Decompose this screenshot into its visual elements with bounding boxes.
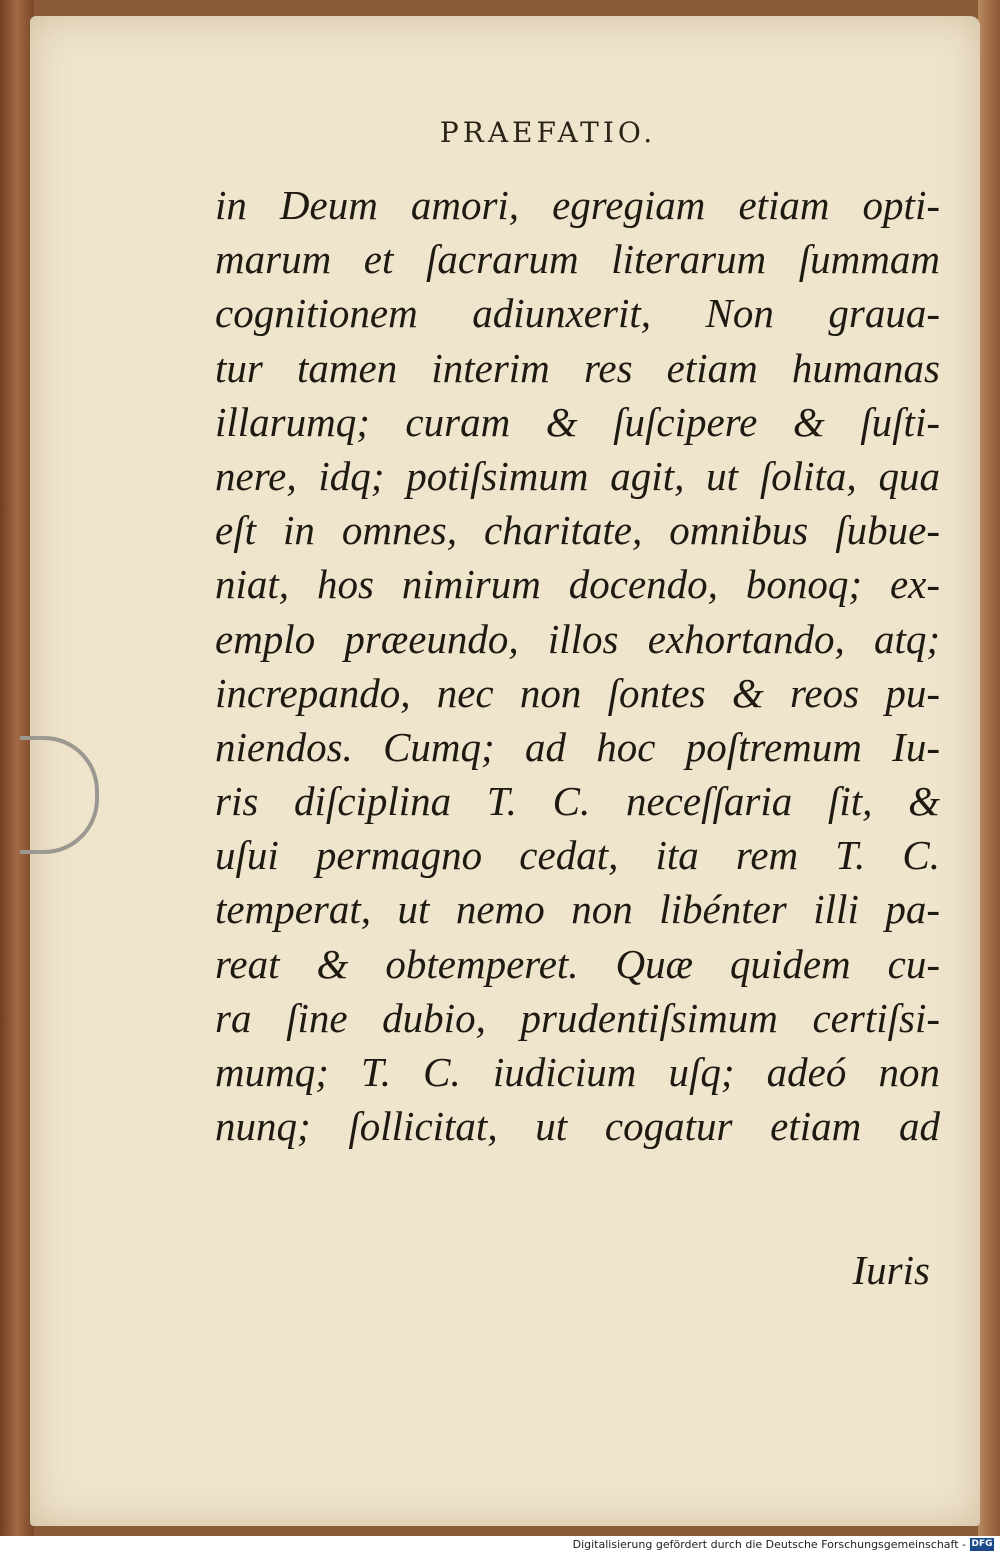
digitization-credit: Digitalisierung gefördert durch die Deutsche Forschungsgemeinschaft - xyxy=(572,1538,966,1551)
clasp-ring xyxy=(20,736,99,854)
text-line: cognitionem adiunxerit, Non grauа- xyxy=(215,290,940,337)
catchword: Iuris xyxy=(852,1247,930,1293)
text-line: emplo præeundo, illos exhortando, atq; xyxy=(215,615,940,662)
text-line: ris diſciplina T. C. neceſſaria ſit, & xyxy=(215,778,940,825)
text-line: eſt in omnes, charitate, omnibus ſubue- xyxy=(215,507,940,554)
text-body xyxy=(215,178,940,1153)
running-head: PRAEFATIO. xyxy=(439,116,657,149)
text-line: mumq; T. C. iudicium uſq; adeó non xyxy=(215,1049,940,1095)
text-line: nere, idq; potiſsimum agit, ut ſolita, qua xyxy=(215,452,940,499)
book-binding-right xyxy=(978,0,1000,1536)
text-line: marum et ſacrarum literarum ſummam xyxy=(215,236,940,283)
text-line: temperat, ut nemo non libénter illi pa- xyxy=(215,886,940,933)
text-line: increpando, nec non ſontes & reos pu- xyxy=(215,669,940,716)
text-line: tur tamen interim res etiam humanas xyxy=(215,344,940,391)
text-line: illarumq; curam & ſuſcipere & ſuſti- xyxy=(215,398,940,445)
dfg-logo[interactable]: DFG xyxy=(971,1539,993,1549)
text-line: niat, hos nimirum docendo, bonoq; ex- xyxy=(215,561,940,608)
text-line: niendos. Cumq; ad hoc poſtremum Iu- xyxy=(215,723,940,770)
text-line: in Deum amori, egregiam etiam opti- xyxy=(215,182,940,228)
text-line: uſui permagno cedat, ita rem T. C. xyxy=(215,832,940,879)
text-line: nunq; ſollicitat, ut cogatur etiam ad xyxy=(215,1103,940,1150)
text-line: reat & obtemperet. Quæ quidem cu- xyxy=(215,940,940,987)
text-line: ra ſine dubio, prudentiſsimum certiſsi- xyxy=(215,994,940,1041)
